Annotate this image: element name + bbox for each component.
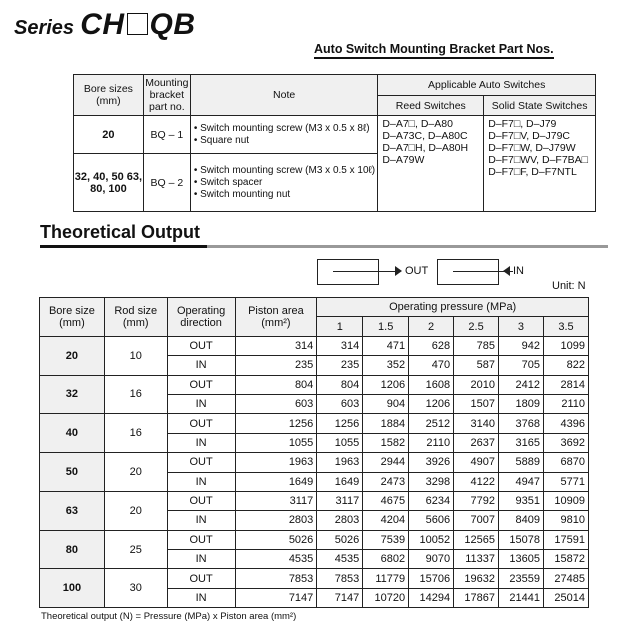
pressure-header: 1 <box>317 317 363 336</box>
output-value-cell: 587 <box>454 356 499 375</box>
switch-item: D–F7□V, D–J79C <box>488 130 571 142</box>
piston-area-cell: 804 <box>235 375 317 394</box>
output-value-cell: 804 <box>317 375 363 394</box>
bracket-bore-cell: 20 <box>74 116 144 154</box>
output-value-cell: 1055 <box>317 433 363 452</box>
bore-size-cell: 80 <box>40 530 105 569</box>
out-label: OUT <box>405 265 429 277</box>
output-value-cell: 17591 <box>543 530 588 549</box>
unit-label: Unit: N <box>552 280 586 292</box>
pressure-header: 2 <box>409 317 454 336</box>
bracket-section-title: Auto Switch Mounting Bracket Part Nos. <box>314 42 554 59</box>
bore-size-cell: 63 <box>40 491 105 530</box>
cylinder-in-icon <box>437 259 537 285</box>
output-value-cell: 4947 <box>499 472 544 491</box>
direction-cell: OUT <box>167 530 235 549</box>
switch-item: D–F7□, D–J79 <box>488 118 557 130</box>
output-value-cell: 2803 <box>317 511 363 530</box>
output-value-cell: 3117 <box>317 491 363 510</box>
output-value-cell: 5771 <box>543 472 588 491</box>
output-value-cell: 3140 <box>454 414 499 433</box>
output-value-cell: 6802 <box>363 550 409 569</box>
output-value-cell: 10909 <box>543 491 588 510</box>
output-value-cell: 470 <box>409 356 454 375</box>
piston-area-cell: 7853 <box>235 569 317 588</box>
bracket-part-header: Mounting bracket part no. <box>143 75 190 116</box>
title-underline <box>40 245 608 248</box>
output-value-cell: 7853 <box>317 569 363 588</box>
bore-size-cell: 100 <box>40 569 105 608</box>
rod-size-cell: 16 <box>104 414 167 453</box>
output-value-cell: 23559 <box>499 569 544 588</box>
output-value-cell: 785 <box>454 336 499 355</box>
output-value-cell: 904 <box>363 394 409 413</box>
bore-size-cell: 20 <box>40 336 105 375</box>
direction-cell: IN <box>167 394 235 413</box>
piston-area-header: Piston area (mm²) <box>235 298 317 337</box>
note-cell <box>190 116 378 154</box>
output-value-cell: 314 <box>317 336 363 355</box>
output-value-cell: 7147 <box>317 588 363 607</box>
output-value-cell: 27485 <box>543 569 588 588</box>
bore-size-cell: 32 <box>40 375 105 414</box>
piston-area-cell: 314 <box>235 336 317 355</box>
output-value-cell: 4907 <box>454 453 499 472</box>
output-value-cell: 822 <box>543 356 588 375</box>
output-value-cell: 2814 <box>543 375 588 394</box>
output-value-cell: 235 <box>317 356 363 375</box>
output-value-cell: 1809 <box>499 394 544 413</box>
direction-cell: OUT <box>167 453 235 472</box>
output-value-cell: 7539 <box>363 530 409 549</box>
note-header: Note <box>190 75 378 116</box>
direction-cell: OUT <box>167 569 235 588</box>
output-value-cell: 3692 <box>543 433 588 452</box>
series-model-b: QB <box>149 8 196 41</box>
direction-cell: IN <box>167 550 235 569</box>
direction-cell: IN <box>167 511 235 530</box>
output-value-cell: 352 <box>363 356 409 375</box>
bracket-bore-cell: 32, 40, 50 63, 80, 100 <box>74 154 144 212</box>
output-value-cell: 21441 <box>499 588 544 607</box>
switch-item: D–A7□H, D–A80H <box>382 142 469 154</box>
output-value-cell: 10720 <box>363 588 409 607</box>
bore-size-cell: 50 <box>40 453 105 492</box>
rod-size-cell: 30 <box>104 569 167 608</box>
output-value-cell: 628 <box>409 336 454 355</box>
direction-cell: OUT <box>167 336 235 355</box>
piston-area-cell: 1963 <box>235 453 317 472</box>
output-value-cell: 4122 <box>454 472 499 491</box>
output-value-cell: 2010 <box>454 375 499 394</box>
rod-size-header: Rod size (mm) <box>104 298 167 337</box>
piston-area-cell: 5026 <box>235 530 317 549</box>
output-value-cell: 6870 <box>543 453 588 472</box>
output-value-cell: 603 <box>317 394 363 413</box>
output-row <box>40 530 589 549</box>
piston-area-cell: 1055 <box>235 433 317 452</box>
direction-cell: IN <box>167 472 235 491</box>
theoretical-output-table <box>39 297 589 608</box>
output-value-cell: 11337 <box>454 550 499 569</box>
series-title <box>14 8 196 42</box>
output-value-cell: 14294 <box>409 588 454 607</box>
output-value-cell: 1507 <box>454 394 499 413</box>
output-value-cell: 11779 <box>363 569 409 588</box>
output-value-cell: 705 <box>499 356 544 375</box>
bore-size-header: Bore size (mm) <box>40 298 105 337</box>
output-value-cell: 5889 <box>499 453 544 472</box>
output-value-cell: 1884 <box>363 414 409 433</box>
formula-note: Theoretical output (N) = Pressure (MPa) x Piston area (mm²) <box>41 611 297 622</box>
bracket-table <box>73 74 596 212</box>
output-value-cell: 2110 <box>409 433 454 452</box>
output-value-cell: 12565 <box>454 530 499 549</box>
piston-area-cell: 3117 <box>235 491 317 510</box>
output-value-cell: 1206 <box>363 375 409 394</box>
output-value-cell: 1649 <box>317 472 363 491</box>
direction-cell: IN <box>167 356 235 375</box>
theoretical-output-title: Theoretical Output <box>40 222 201 242</box>
output-value-cell: 4535 <box>317 550 363 569</box>
bore-size-cell: 40 <box>40 414 105 453</box>
solid-state-cell <box>484 116 596 212</box>
switch-item: D–F7□W, D–J79W <box>488 142 576 154</box>
output-value-cell: 4396 <box>543 414 588 433</box>
piston-area-cell: 4535 <box>235 550 317 569</box>
switch-item: D–A7□, D–A80 <box>382 118 453 130</box>
direction-cell: OUT <box>167 375 235 394</box>
output-value-cell: 2110 <box>543 394 588 413</box>
output-value-cell: 9810 <box>543 511 588 530</box>
direction-cell: OUT <box>167 491 235 510</box>
output-value-cell: 5026 <box>317 530 363 549</box>
direction-cell: OUT <box>167 414 235 433</box>
reed-switches-header: Reed Switches <box>378 96 484 116</box>
piston-area-cell: 235 <box>235 356 317 375</box>
reed-switches-cell <box>378 116 484 212</box>
output-value-cell: 9351 <box>499 491 544 510</box>
output-value-cell: 5606 <box>409 511 454 530</box>
output-value-cell: 1099 <box>543 336 588 355</box>
note-line: • Switch mounting nut <box>193 188 291 200</box>
output-value-cell: 4204 <box>363 511 409 530</box>
note-line: • Switch mounting screw (M3 x 0.5 x 8ℓ) <box>193 122 370 134</box>
output-row <box>40 375 589 394</box>
output-row <box>40 491 589 510</box>
output-value-cell: 3926 <box>409 453 454 472</box>
note-line: • Switch spacer <box>193 176 263 188</box>
bracket-part-cell: BQ – 1 <box>143 116 190 154</box>
direction-cell: IN <box>167 588 235 607</box>
output-value-cell: 15078 <box>499 530 544 549</box>
piston-area-cell: 2803 <box>235 511 317 530</box>
note-cell <box>190 154 378 212</box>
output-value-cell: 7007 <box>454 511 499 530</box>
output-value-cell: 15872 <box>543 550 588 569</box>
bore-sizes-header: Bore sizes (mm) <box>74 75 144 116</box>
cylinder-out-icon <box>317 259 429 285</box>
piston-area-cell: 1256 <box>235 414 317 433</box>
rod-size-cell: 20 <box>104 491 167 530</box>
pressure-header: 3 <box>499 317 544 336</box>
operating-direction-header: Operating direction <box>167 298 235 337</box>
series-model-a: CH <box>80 8 125 41</box>
output-value-cell: 1206 <box>409 394 454 413</box>
switch-item: D–A73C, D–A80C <box>382 130 468 142</box>
output-value-cell: 6234 <box>409 491 454 510</box>
in-label: IN <box>513 265 524 277</box>
rod-size-cell: 20 <box>104 453 167 492</box>
output-value-cell: 1608 <box>409 375 454 394</box>
applicable-switches-header: Applicable Auto Switches <box>378 75 596 96</box>
output-value-cell: 2473 <box>363 472 409 491</box>
piston-area-cell: 7147 <box>235 588 317 607</box>
output-row <box>40 414 589 433</box>
piston-area-cell: 1649 <box>235 472 317 491</box>
output-value-cell: 25014 <box>543 588 588 607</box>
bracket-part-cell: BQ – 2 <box>143 154 190 212</box>
output-row <box>40 453 589 472</box>
output-row <box>40 336 589 355</box>
output-value-cell: 1582 <box>363 433 409 452</box>
output-value-cell: 7792 <box>454 491 499 510</box>
switch-item: D–A79W <box>382 154 425 166</box>
rod-size-cell: 25 <box>104 530 167 569</box>
output-value-cell: 3165 <box>499 433 544 452</box>
note-line: • Switch mounting screw (M3 x 0.5 x 10ℓ) <box>193 164 376 176</box>
rod-size-cell: 10 <box>104 336 167 375</box>
operating-pressure-header: Operating pressure (MPa) <box>317 298 589 317</box>
note-line: • Square nut <box>193 134 250 146</box>
output-value-cell: 19632 <box>454 569 499 588</box>
blank-box-icon <box>127 13 148 35</box>
output-value-cell: 3298 <box>409 472 454 491</box>
direction-cell: IN <box>167 433 235 452</box>
output-row <box>40 569 589 588</box>
pressure-header: 1.5 <box>363 317 409 336</box>
output-value-cell: 1963 <box>317 453 363 472</box>
output-value-cell: 2512 <box>409 414 454 433</box>
output-value-cell: 942 <box>499 336 544 355</box>
pressure-header: 3.5 <box>543 317 588 336</box>
solid-state-header: Solid State Switches <box>484 96 596 116</box>
series-prefix: Series <box>14 17 75 39</box>
output-value-cell: 10052 <box>409 530 454 549</box>
output-value-cell: 17867 <box>454 588 499 607</box>
output-value-cell: 3768 <box>499 414 544 433</box>
switch-item: D–F7□WV, D–F7BA□ <box>488 154 589 166</box>
output-value-cell: 13605 <box>499 550 544 569</box>
output-value-cell: 471 <box>363 336 409 355</box>
output-value-cell: 1256 <box>317 414 363 433</box>
output-value-cell: 9070 <box>409 550 454 569</box>
switch-item: D–F7□F, D–F7NTL <box>488 166 577 178</box>
output-value-cell: 2412 <box>499 375 544 394</box>
output-value-cell: 8409 <box>499 511 544 530</box>
piston-area-cell: 603 <box>235 394 317 413</box>
output-value-cell: 2637 <box>454 433 499 452</box>
output-value-cell: 2944 <box>363 453 409 472</box>
output-value-cell: 15706 <box>409 569 454 588</box>
rod-size-cell: 16 <box>104 375 167 414</box>
output-value-cell: 4675 <box>363 491 409 510</box>
pressure-header: 2.5 <box>454 317 499 336</box>
